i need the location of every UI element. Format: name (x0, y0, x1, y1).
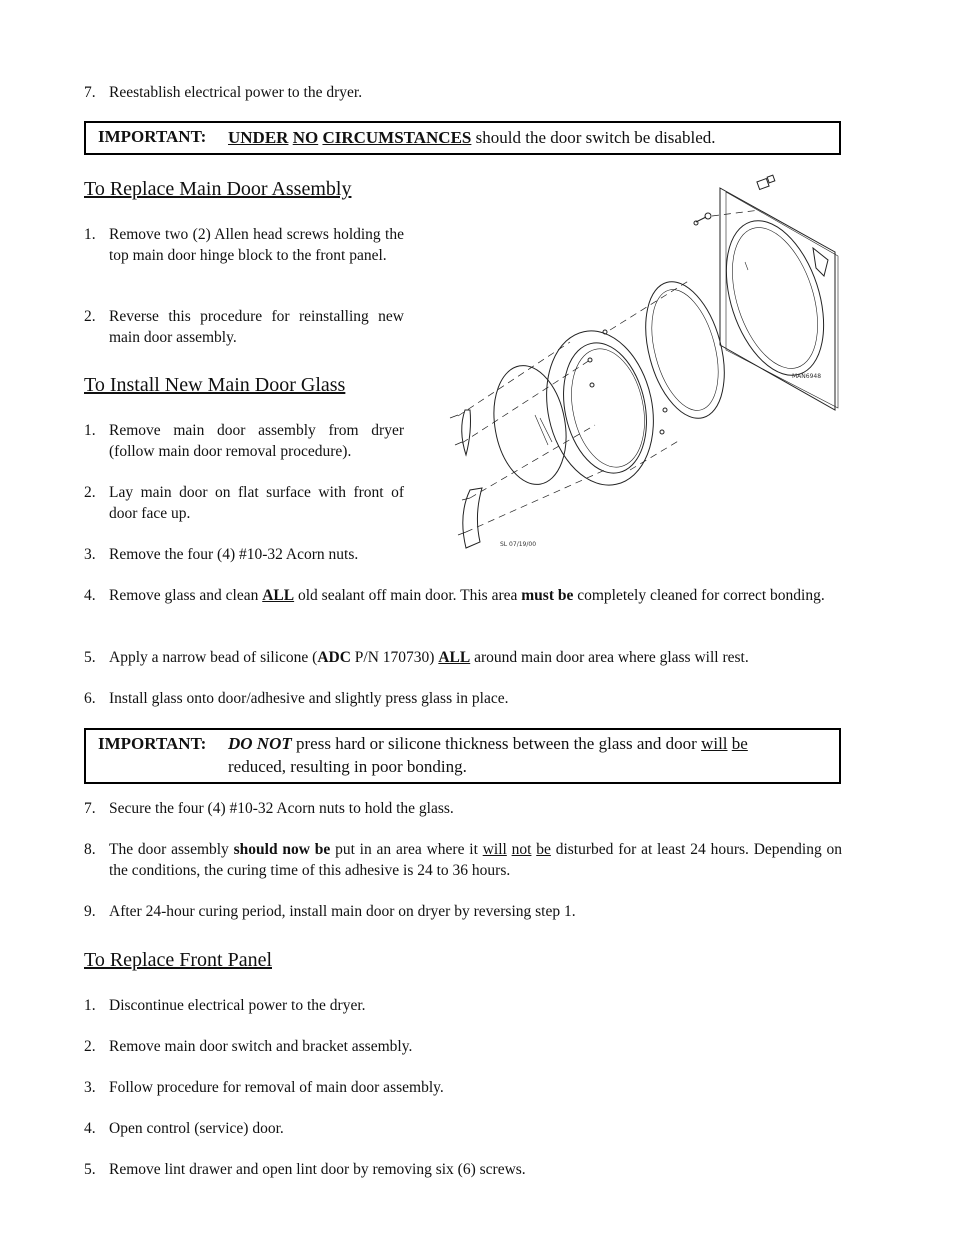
section-title-replace-main-door: To Replace Main Door Assembly (84, 178, 352, 200)
step-apply-silicone (84, 647, 842, 668)
step-reverse-procedure (84, 306, 404, 348)
step-text: Remove main door assembly from dryer (follow main door removal procedure). (109, 422, 404, 460)
step-text: Follow procedure for removal of main door assembly. (109, 1079, 444, 1096)
important-label: IMPORTANT: (98, 734, 207, 753)
step-text: Secure the four (4) #10-32 Acorn nuts to hold the glass. (109, 800, 454, 817)
step-text: Remove the four (4) #10-32 Acorn nuts. (109, 546, 359, 563)
step-number: 1. (84, 997, 96, 1014)
step-number: 4. (84, 1120, 96, 1137)
step-remove-hinge-screws (84, 224, 404, 266)
section-title-replace-front-panel: To Replace Front Panel (84, 949, 272, 971)
step-number: 5. (84, 649, 96, 666)
door-frame-ring-drawing (533, 321, 667, 495)
step-number: 4. (84, 587, 96, 604)
step-number: 6. (84, 690, 96, 707)
important-text: DO NOT press hard or silicone thickness between the glass and door will be reduced, resulting in poor bonding. (228, 734, 748, 776)
step-text: Apply a narrow bead of silicone (ADC P/N 170730) ALL around main door area where glass will rest. (109, 649, 749, 666)
step-number: 1. (84, 226, 96, 243)
step-number: 9. (84, 903, 96, 920)
step-follow-removal (84, 1077, 842, 1098)
step-number: 3. (84, 546, 96, 563)
step-text: Install glass onto door/adhesive and slightly press glass in place. (109, 690, 509, 707)
hinge-block-drawing (694, 175, 775, 225)
assembly-guide-lines (458, 210, 760, 532)
step-lay-door-flat (84, 482, 404, 524)
step-number: 2. (84, 308, 96, 325)
step-text: Open control (service) door. (109, 1120, 284, 1137)
screws-drawing (450, 415, 470, 535)
section-title-install-door-glass: To Install New Main Door Glass (84, 374, 346, 396)
step-number: 7. (84, 84, 96, 101)
step-text: Remove main door switch and bracket assembly. (109, 1038, 413, 1055)
important-label: IMPORTANT: (98, 127, 207, 146)
step-text: Reestablish electrical power to the dryer. (109, 84, 363, 101)
front-panel-drawing (708, 188, 841, 410)
step-install-glass (84, 688, 842, 709)
step-remove-acorn-nuts (84, 544, 404, 565)
step-number: 8. (84, 841, 96, 858)
step-text: Reverse this procedure for reinstalling new main door assembly. (109, 308, 404, 346)
step-text: Lay main door on flat surface with front of door face up. (109, 484, 404, 522)
step-remove-door-assembly (84, 420, 404, 462)
gasket-ring-drawing (632, 273, 738, 427)
step-install-door (84, 901, 842, 922)
step-remove-door-switch (84, 1036, 842, 1057)
important-text: UNDER NO CIRCUMSTANCES should the door switch be disabled. (228, 128, 716, 147)
figure-label-part-number: MAN6948 (792, 373, 822, 380)
step-number: 1. (84, 422, 96, 439)
step-secure-acorn-nuts (84, 798, 842, 819)
step-open-control-door (84, 1118, 842, 1139)
step-reestablish-power (84, 82, 842, 103)
important-notice-silicone (84, 728, 841, 784)
step-number: 2. (84, 484, 96, 501)
step-text: Remove two (2) Allen head screws holding the top main door hinge block to the front panel. (109, 226, 404, 264)
step-text: After 24-hour curing period, install main door on dryer by reversing step 1. (109, 903, 576, 920)
step-clean-sealant (84, 585, 842, 606)
step-number: 5. (84, 1161, 96, 1178)
door-glass-drawing (485, 360, 575, 490)
step-number: 2. (84, 1038, 96, 1055)
step-discontinue-power (84, 995, 842, 1016)
step-text: Discontinue electrical power to the dryer. (109, 997, 366, 1014)
step-remove-lint-drawer (84, 1159, 842, 1180)
step-number: 3. (84, 1079, 96, 1096)
important-notice-door-switch (84, 121, 841, 155)
step-number: 7. (84, 800, 96, 817)
figure-label-date: SL 07/19/00 (500, 541, 537, 548)
step-text: Remove lint drawer and open lint door by removing six (6) screws. (109, 1161, 526, 1178)
step-text: The door assembly should now be put in an area where it will not be disturbed for at least 24 hours. Depending on the conditions, the curing time of this adhesive is 24 to 36 hours. (109, 841, 843, 879)
door-handle-drawing (462, 410, 482, 548)
door-assembly-exploded-diagram (430, 170, 850, 565)
step-curing-area (84, 839, 842, 881)
step-text: Remove glass and clean ALL old sealant off main door. This area must be completely cleaned for correct bonding. (109, 587, 825, 604)
